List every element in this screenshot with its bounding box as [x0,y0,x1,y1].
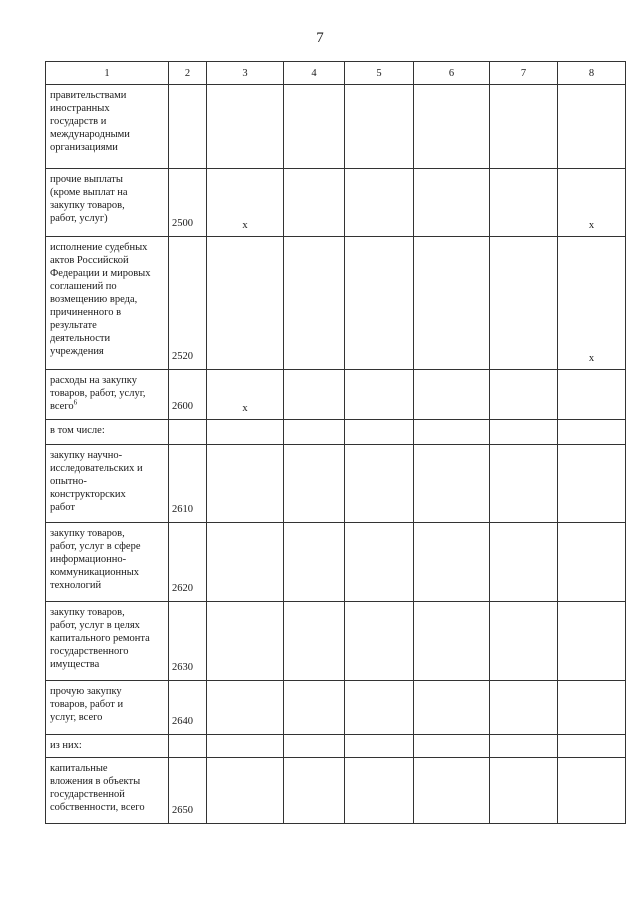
row-label [46,237,169,370]
empty-cell [284,445,345,523]
cell-col3 [207,445,284,523]
row-label-text: прочие выплаты (кроме выплат на закупку товаров, работ, услуг) [50,174,128,224]
cell-col8 [558,445,626,523]
row-label-text: прочую закупку товаров, работ и услуг, всего [50,686,124,723]
empty-cell [345,237,414,370]
cell-col8 [558,758,626,824]
cell-col8 [558,370,626,420]
table-row [46,169,626,237]
footnote-marker: 6 [73,398,78,407]
empty-cell [345,370,414,420]
header-row [46,62,626,85]
empty-cell [345,602,414,681]
empty-cell [490,523,558,602]
empty-cell [414,735,490,758]
empty-cell [345,445,414,523]
empty-cell [414,602,490,681]
cell-col3 [207,681,284,735]
empty-cell [345,523,414,602]
empty-cell [490,681,558,735]
table-row [46,735,626,758]
row-label [46,735,169,758]
row-label-text: расходы на закупку товаров, работ, услуг, всего [50,375,146,412]
page-number: 7 [316,30,324,46]
empty-cell [414,681,490,735]
row-code: 2640 [169,681,207,735]
row-label [46,370,169,420]
cell-col8: x [558,169,626,237]
empty-cell [490,370,558,420]
row-code: 2610 [169,445,207,523]
budget-table [45,61,626,824]
row-code: 2500 [169,169,207,237]
header-cell: 4 [284,62,345,85]
row-label-text: в том числе: [50,425,105,436]
table-row [46,445,626,523]
empty-cell [345,85,414,169]
cell-col8 [558,85,626,169]
row-label-text: закупку товаров, работ, услуг в целях капитального ремонта государственного имущества [50,607,150,670]
empty-cell [284,237,345,370]
empty-cell [284,420,345,445]
empty-cell [284,735,345,758]
empty-cell [345,420,414,445]
header-cell: 2 [169,62,207,85]
row-label-text: закупку научно- исследовательских и опытно- конструкторских работ [50,450,143,513]
empty-cell [414,523,490,602]
row-code: 2620 [169,523,207,602]
row-label-text: закупку товаров, работ, услуг в сфере информационно- коммуникационных технологий [50,528,141,591]
table-row [46,758,626,824]
row-label-text: из них: [50,740,82,751]
empty-cell [414,758,490,824]
cell-col3 [207,758,284,824]
cell-col8 [558,420,626,445]
empty-cell [414,445,490,523]
cell-col8: x [558,237,626,370]
empty-cell [490,602,558,681]
row-label [46,602,169,681]
cell-col3 [207,85,284,169]
empty-cell [345,169,414,237]
row-code: 2650 [169,758,207,824]
empty-cell [490,758,558,824]
header-cell: 5 [345,62,414,85]
row-code [169,85,207,169]
empty-cell [414,169,490,237]
table-row [46,523,626,602]
cell-col8 [558,735,626,758]
empty-cell [490,420,558,445]
header-cell: 8 [558,62,626,85]
row-label [46,523,169,602]
row-code: 2600 [169,370,207,420]
table-row [46,681,626,735]
empty-cell [284,523,345,602]
table-row [46,420,626,445]
cell-col3 [207,735,284,758]
cell-col8 [558,681,626,735]
header-cell: 7 [490,62,558,85]
empty-cell [284,758,345,824]
empty-cell [490,735,558,758]
empty-cell [490,445,558,523]
empty-cell [490,237,558,370]
empty-cell [490,85,558,169]
cell-col3 [207,523,284,602]
row-code: 2630 [169,602,207,681]
cell-col3: x [207,169,284,237]
cell-col3: x [207,370,284,420]
row-label [46,85,169,169]
empty-cell [414,237,490,370]
header-cell: 6 [414,62,490,85]
empty-cell [414,420,490,445]
empty-cell [345,758,414,824]
empty-cell [414,370,490,420]
empty-cell [414,85,490,169]
table-row [46,602,626,681]
empty-cell [345,681,414,735]
header-cell: 1 [46,62,169,85]
table-row [46,85,626,169]
row-label [46,169,169,237]
row-code [169,420,207,445]
row-label [46,758,169,824]
row-code [169,735,207,758]
row-code: 2520 [169,237,207,370]
table-row [46,370,626,420]
row-label-text: капитальные вложения в объекты государственной собственности, всего [50,763,145,813]
cell-col3 [207,237,284,370]
empty-cell [284,169,345,237]
empty-cell [284,602,345,681]
cell-col8 [558,602,626,681]
cell-col3 [207,602,284,681]
cell-col8 [558,523,626,602]
empty-cell [284,85,345,169]
table-row [46,237,626,370]
empty-cell [284,681,345,735]
row-label-text: правительствами иностранных государств и международными организациями [50,90,130,153]
empty-cell [490,169,558,237]
cell-col3 [207,420,284,445]
row-label-text: исполнение судебных актов Российской Федерации и мировых соглашений по возмещению вреда, причиненного в результате деятельности учреждения [50,242,151,357]
empty-cell [345,735,414,758]
row-label [46,420,169,445]
row-label [46,445,169,523]
row-label [46,681,169,735]
empty-cell [284,370,345,420]
header-cell: 3 [207,62,284,85]
